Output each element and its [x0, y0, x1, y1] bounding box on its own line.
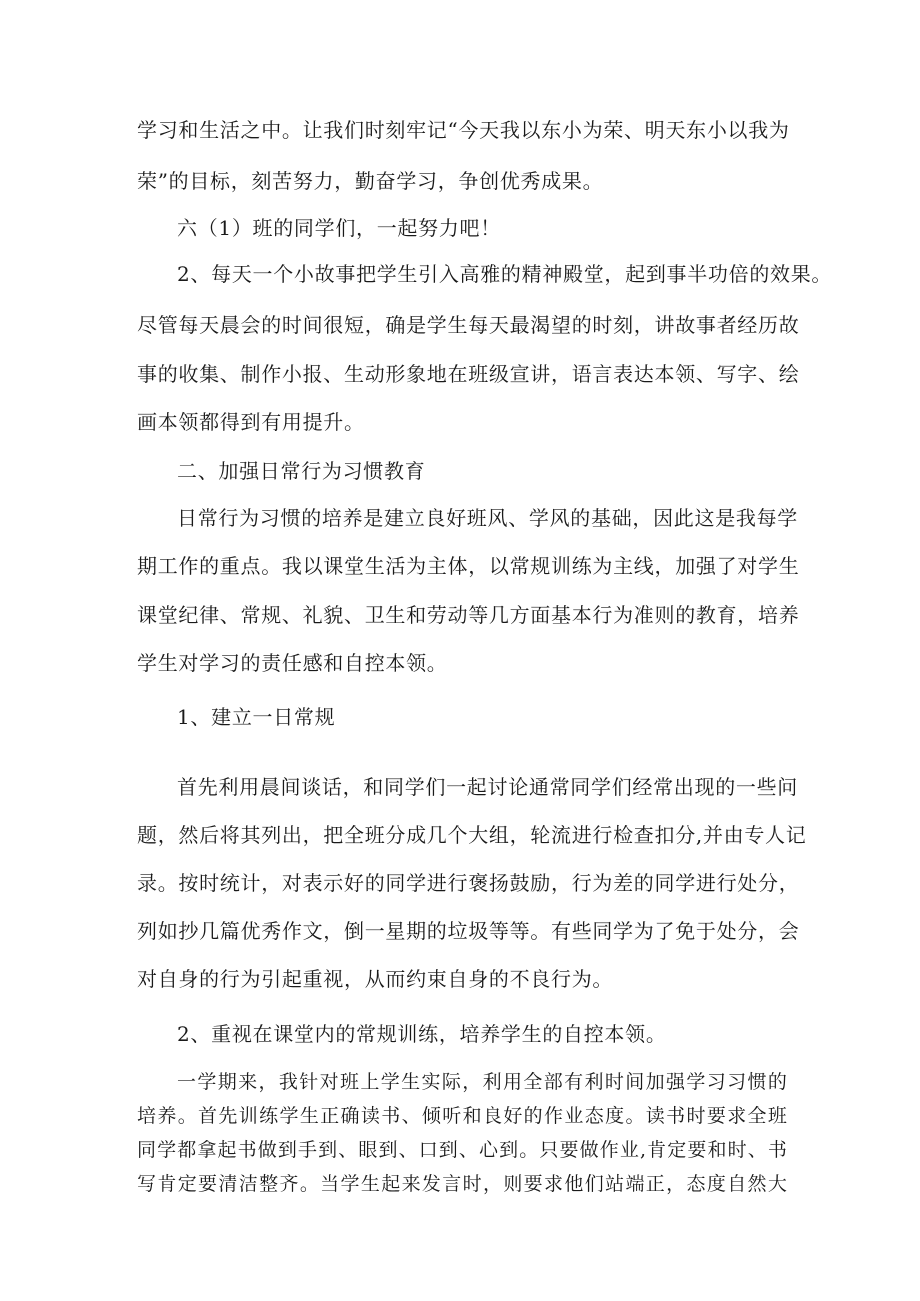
paragraph-line: 对自身的行为引起重视，从而约束自身的不良行为。	[137, 967, 614, 991]
paragraph-line: 画本领都得到有用提升。	[137, 410, 365, 434]
paragraph-line: 尽管每天晨会的时间很短，确是学生每天最渴望的时刻，讲故事者经历故	[137, 313, 800, 337]
subsection-heading: 2、重视在课堂内的常规训练，培养学生的自控本领。	[177, 1022, 667, 1046]
paragraph-line: 写肯定要清洁整齐。当学生起来发言时，则要求他们站端正，态度自然大	[137, 1173, 787, 1195]
paragraph-line: 首先利用晨间谈话，和同学们一起讨论通常同学们经常出现的一些问	[177, 775, 798, 799]
paragraph-line: 一学期来，我针对班上学生实际，利用全部有利时间加强学习习惯的	[177, 1071, 787, 1093]
paragraph-line: 同学都拿起书做到手到、眼到、口到、心到。只要做作业,肯定要和时、书	[137, 1139, 787, 1161]
subsection-heading: 1、建立一日常规	[177, 705, 336, 729]
paragraph-line: 培养。首先训练学生正确读书、倾听和良好的作业态度。读书时要求全班	[137, 1105, 787, 1127]
paragraph-line: 学生对学习的责任感和自控本领。	[137, 651, 448, 675]
paragraph-line: 2、每天一个小故事把学生引入高雅的精神殿堂，起到事半功倍的效果。	[177, 262, 833, 286]
paragraph-line: 题，然后将其列出，把全班分成几个大组，轮流进行检查扣分,并由专人记	[137, 823, 807, 847]
paragraph-line: 录。按时统计，对表示好的同学进行褒扬鼓励，行为差的同学进行处分，	[137, 871, 800, 895]
section-heading: 二、加强日常行为习惯教育	[177, 459, 426, 483]
paragraph-line: 六（1）班的同学们，一起努力吧！	[177, 216, 501, 240]
paragraph-line: 学习和生活之中。让我们时刻牢记“今天我以东小为荣、明天东小以我为	[137, 118, 790, 142]
paragraph-line: 课堂纪律、常规、礼貌、卫生和劳动等几方面基本行为准则的教育，培养	[137, 603, 800, 627]
paragraph-line: 事的收集、制作小报、生动形象地在班级宣讲，语言表达本领、写字、绘	[137, 362, 800, 386]
paragraph-line: 日常行为习惯的培养是建立良好班风、学风的基础，因此这是我每学	[177, 506, 798, 530]
paragraph-line: 列如抄几篇优秀作文，倒一星期的垃圾等等。有些同学为了免于处分，会	[137, 919, 800, 943]
paragraph-line: 期工作的重点。我以课堂生活为主体，以常规训练为主线，加强了对学生	[137, 554, 800, 578]
paragraph-line: 荣”的目标，刻苦努力，勤奋学习，争创优秀成果。	[137, 169, 604, 193]
